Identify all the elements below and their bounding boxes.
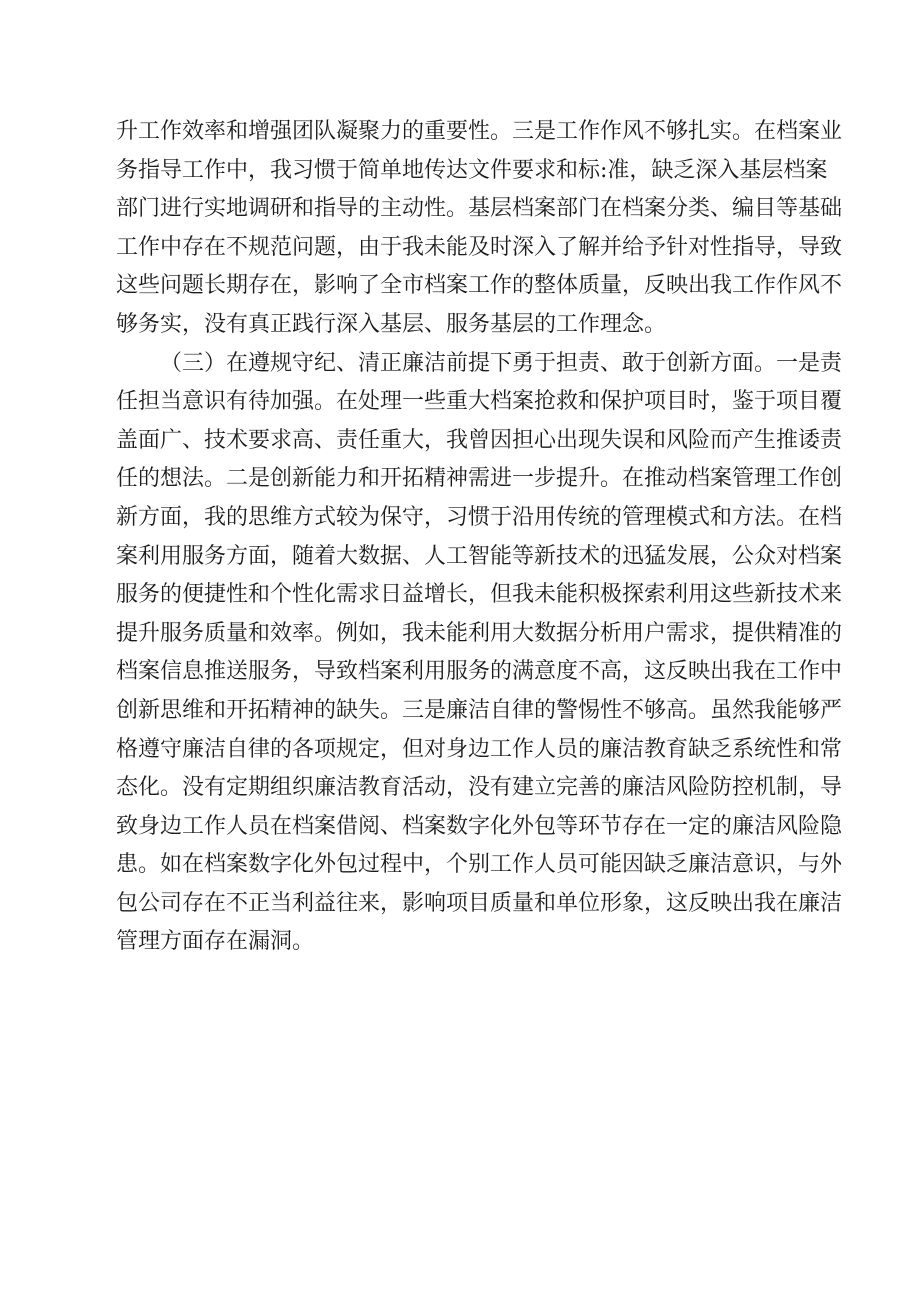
text-line: 任的想法。二是创新能力和开拓精神需进一步提升。在推动档案管理工作创 <box>116 466 843 492</box>
paragraph-2 <box>116 345 843 963</box>
text-line: 部门进行实地调研和指导的主动性。基层档案部门在档案分类、编目等基础 <box>116 196 843 222</box>
text-line: 致身边工作人员在档案借阅、档案数字化外包等环节存在一定的廉洁风险隐 <box>116 813 843 839</box>
text-line-indented: （三）在遵规守纪、清正廉洁前提下勇于担责、敢于创新方面。一是责 <box>160 350 843 376</box>
document-body <box>116 113 843 962</box>
text-line: 创新思维和开拓精神的缺失。三是廉洁自律的警惕性不够高。虽然我能够严 <box>116 697 843 723</box>
text-line: 管理方面存在漏洞。 <box>116 929 315 955</box>
text-line: 案利用服务方面，随着大数据、人工智能等新技术的迅猛发展，公众对档案 <box>116 543 843 569</box>
text-line: 任担当意识有待加强。在处理一些重大档案抢救和保护项目时，鉴于项目覆 <box>116 389 843 415</box>
text-line: 档案信息推送服务，导致档案利用服务的满意度不高，这反映出我在工作中 <box>116 659 843 685</box>
text-line: 新方面，我的思维方式较为保守，习惯于沿用传统的管理模式和方法。在档 <box>116 504 843 530</box>
text-line: 提升服务质量和效率。例如，我未能利用大数据分析用户需求，提供精准的 <box>116 620 843 646</box>
text-line: 升工作效率和增强团队凝聚力的重要性。三是工作作风不够扎实。在档案业 <box>116 119 843 144</box>
text-line: 患。如在档案数字化外包过程中，个别工作人员可能因缺乏廉洁意识，与外 <box>116 852 843 878</box>
text-line: 这些问题长期存在，影响了全市档案工作的整体质量，反映出我工作作风不 <box>116 273 843 299</box>
text-line: 盖面广、技术要求高、责任重大，我曾因担心出现失误和风险而产生推诿责 <box>116 427 843 453</box>
text-line: 务指导工作中，我习惯于简单地传达文件要求和标:准，缺乏深入基层档案 <box>116 157 828 183</box>
text-line: 态化。没有定期组织廉洁教育活动，没有建立完善的廉洁风险防控机制，导 <box>116 775 843 801</box>
text-line: 服务的便捷性和个性化需求日益增长，但我未能积极探索利用这些新技术来 <box>116 582 843 608</box>
text-line: 工作中存在不规范问题，由于我未能及时深入了解并给予针对性指导，导致 <box>116 234 843 260</box>
text-line: 包公司存在不正当利益往来，影响项目质量和单位形象，这反映出我在廉洁 <box>116 890 843 916</box>
text-line: 格遵守廉洁自律的各项规定，但对身边工作人员的廉洁教育缺乏系统性和常 <box>116 736 843 762</box>
paragraph-1 <box>116 113 843 345</box>
text-line: 够务实，没有真正践行深入基层、服务基层的工作理念。 <box>116 311 667 337</box>
